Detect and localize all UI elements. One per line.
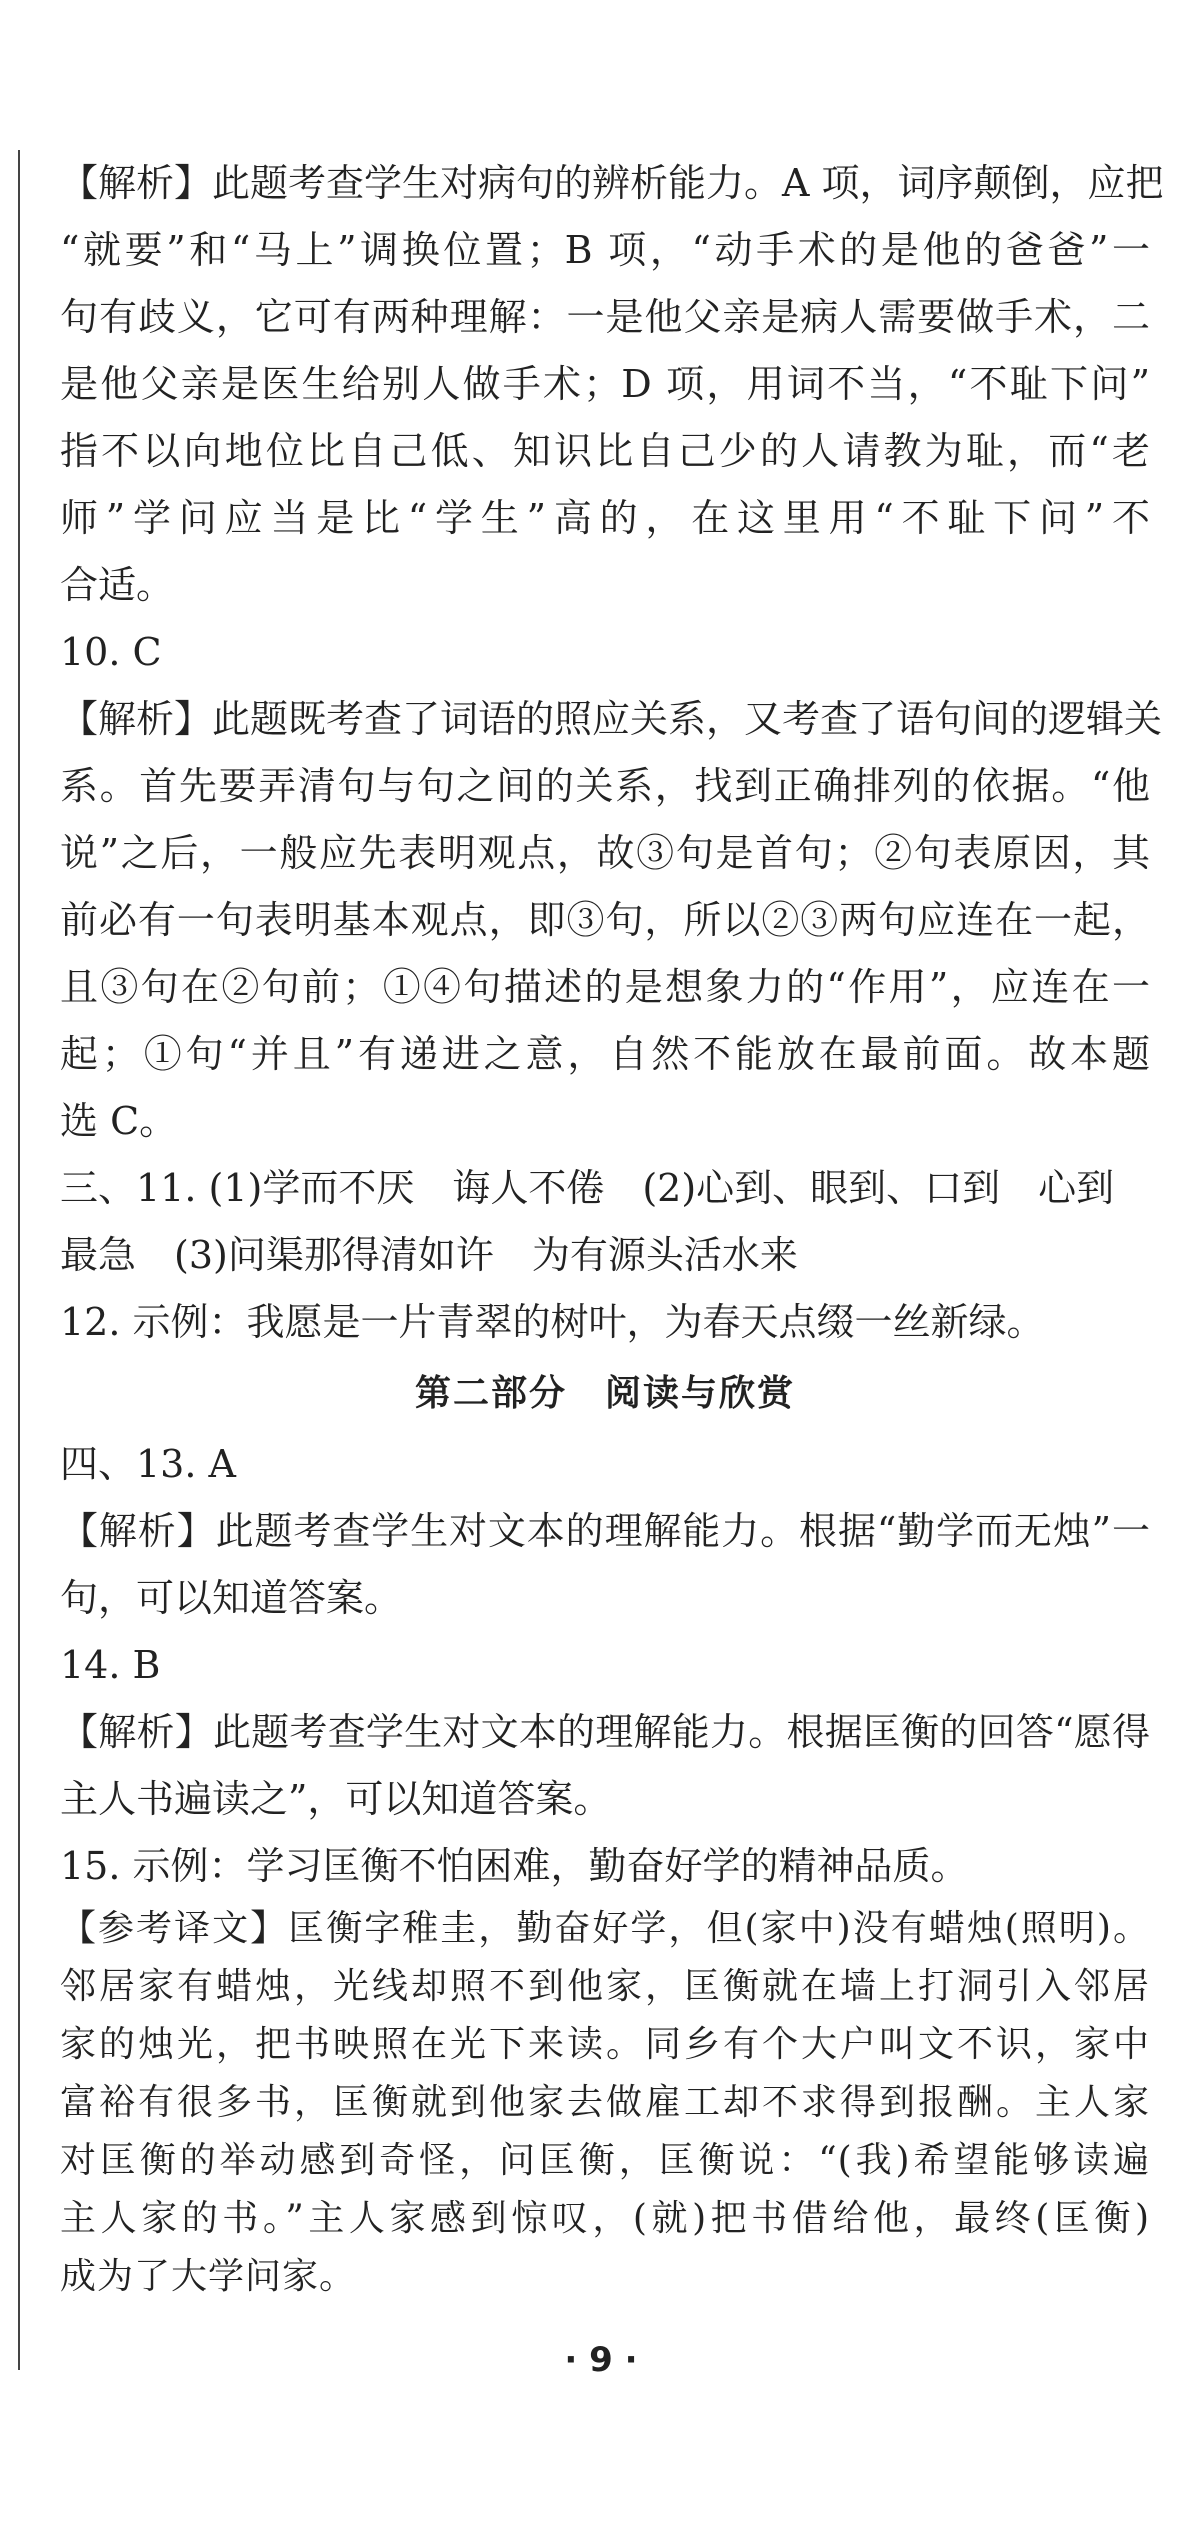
text-line: 家的烛光，把书映照在光下来读。同乡有个大户叫文不识，家中	[60, 2024, 1150, 2065]
answer-q11	[60, 1155, 1150, 1289]
section-title: 第二部分 阅读与欣赏	[414, 1373, 795, 1414]
text-line: 主人家的书。”主人家感到惊叹，(就)把书借给他，最终(匡衡)	[60, 2198, 1150, 2239]
analysis-q10	[60, 686, 1163, 1155]
text-line: 选 C。	[60, 1099, 178, 1143]
answer-q15: 15. 示例：学习匡衡不怕困难，勤奋好学的精神品质。	[60, 1844, 969, 1888]
text-line: 且③句在②句前；①④句描述的是想象力的“作用”，应连在一	[60, 965, 1150, 1009]
answer-q12: 12. 示例：我愿是一片青翠的树叶，为春天点缀一丝新绿。	[60, 1300, 1045, 1344]
text-line: 说”之后，一般应先表明观点，故③句是首句；②句表原因，其	[60, 831, 1150, 875]
text-line: 对匡衡的举动感到奇怪，问匡衡，匡衡说：“(我)希望能够读遍	[60, 2140, 1150, 2181]
answer-q14: 14. B	[60, 1643, 161, 1687]
page-number: · 9 ·	[564, 2340, 638, 2380]
answer-page	[60, 150, 1164, 2306]
analysis-q9	[60, 150, 1164, 619]
text-line: 句有歧义，它可有两种理解：一是他父亲是病人需要做手术，二	[60, 295, 1150, 339]
analysis-q14	[60, 1699, 1150, 1833]
text-line: 【解析】此题既考查了词语的照应关系，又考查了语句间的逻辑关	[60, 697, 1163, 741]
text-line: 富裕有很多书，匡衡就到他家去做雇工却不求得到报酬。主人家	[60, 2082, 1150, 2123]
reference-translation	[60, 1900, 1150, 2306]
text-line: 【解析】此题考查学生对病句的辨析能力。A 项，词序颠倒，应把	[60, 161, 1164, 205]
text-line: 【解析】此题考查学生对文本的理解能力。根据“勤学而无烛”一	[60, 1509, 1150, 1553]
answer-q10: 10. C	[60, 630, 162, 674]
text-line: 是他父亲是医生给别人做手术；D 项，用词不当，“不耻下问”	[60, 362, 1150, 406]
text-line: 主人书遍读之”，可以知道答案。	[60, 1777, 612, 1821]
text-line: 成为了大学问家。	[60, 2256, 357, 2297]
analysis-q13	[60, 1498, 1150, 1632]
text-line: 【参考译文】匡衡字稚圭，勤奋好学，但(家中)没有蜡烛(照明)。	[60, 1908, 1150, 1949]
text-line: 起；①句“并且”有递进之意，自然不能放在最前面。故本题	[60, 1032, 1150, 1076]
text-line: 【解析】此题考查学生对文本的理解能力。根据匡衡的回答“愿得	[60, 1710, 1150, 1754]
left-margin-rule	[18, 150, 20, 2370]
text-line: 师”学问应当是比“学生”高的，在这里用“不耻下问”不	[60, 496, 1150, 540]
answer-q13: 四、13. A	[60, 1442, 236, 1486]
text-line: 前必有一句表明基本观点，即③句，所以②③两句应连在一起，	[60, 898, 1150, 942]
text-line: “就要”和“马上”调换位置；B 项，“动手术的是他的爸爸”一	[60, 228, 1150, 272]
text-line: 合适。	[60, 563, 175, 607]
text-line: 系。首先要弄清句与句之间的关系，找到正确排列的依据。“他	[60, 764, 1150, 808]
text-line: 句，可以知道答案。	[60, 1576, 403, 1620]
text-line: 指不以向地位比自己低、知识比自己少的人请教为耻，而“老	[60, 429, 1150, 473]
text-line: 三、11. (1)学而不厌 诲人不倦 (2)心到、眼到、口到 心到	[60, 1166, 1115, 1210]
text-line: 最急 (3)问渠那得清如许 为有源头活水来	[60, 1233, 798, 1277]
text-line: 邻居家有蜡烛，光线却照不到他家，匡衡就在墙上打洞引入邻居	[60, 1966, 1150, 2007]
